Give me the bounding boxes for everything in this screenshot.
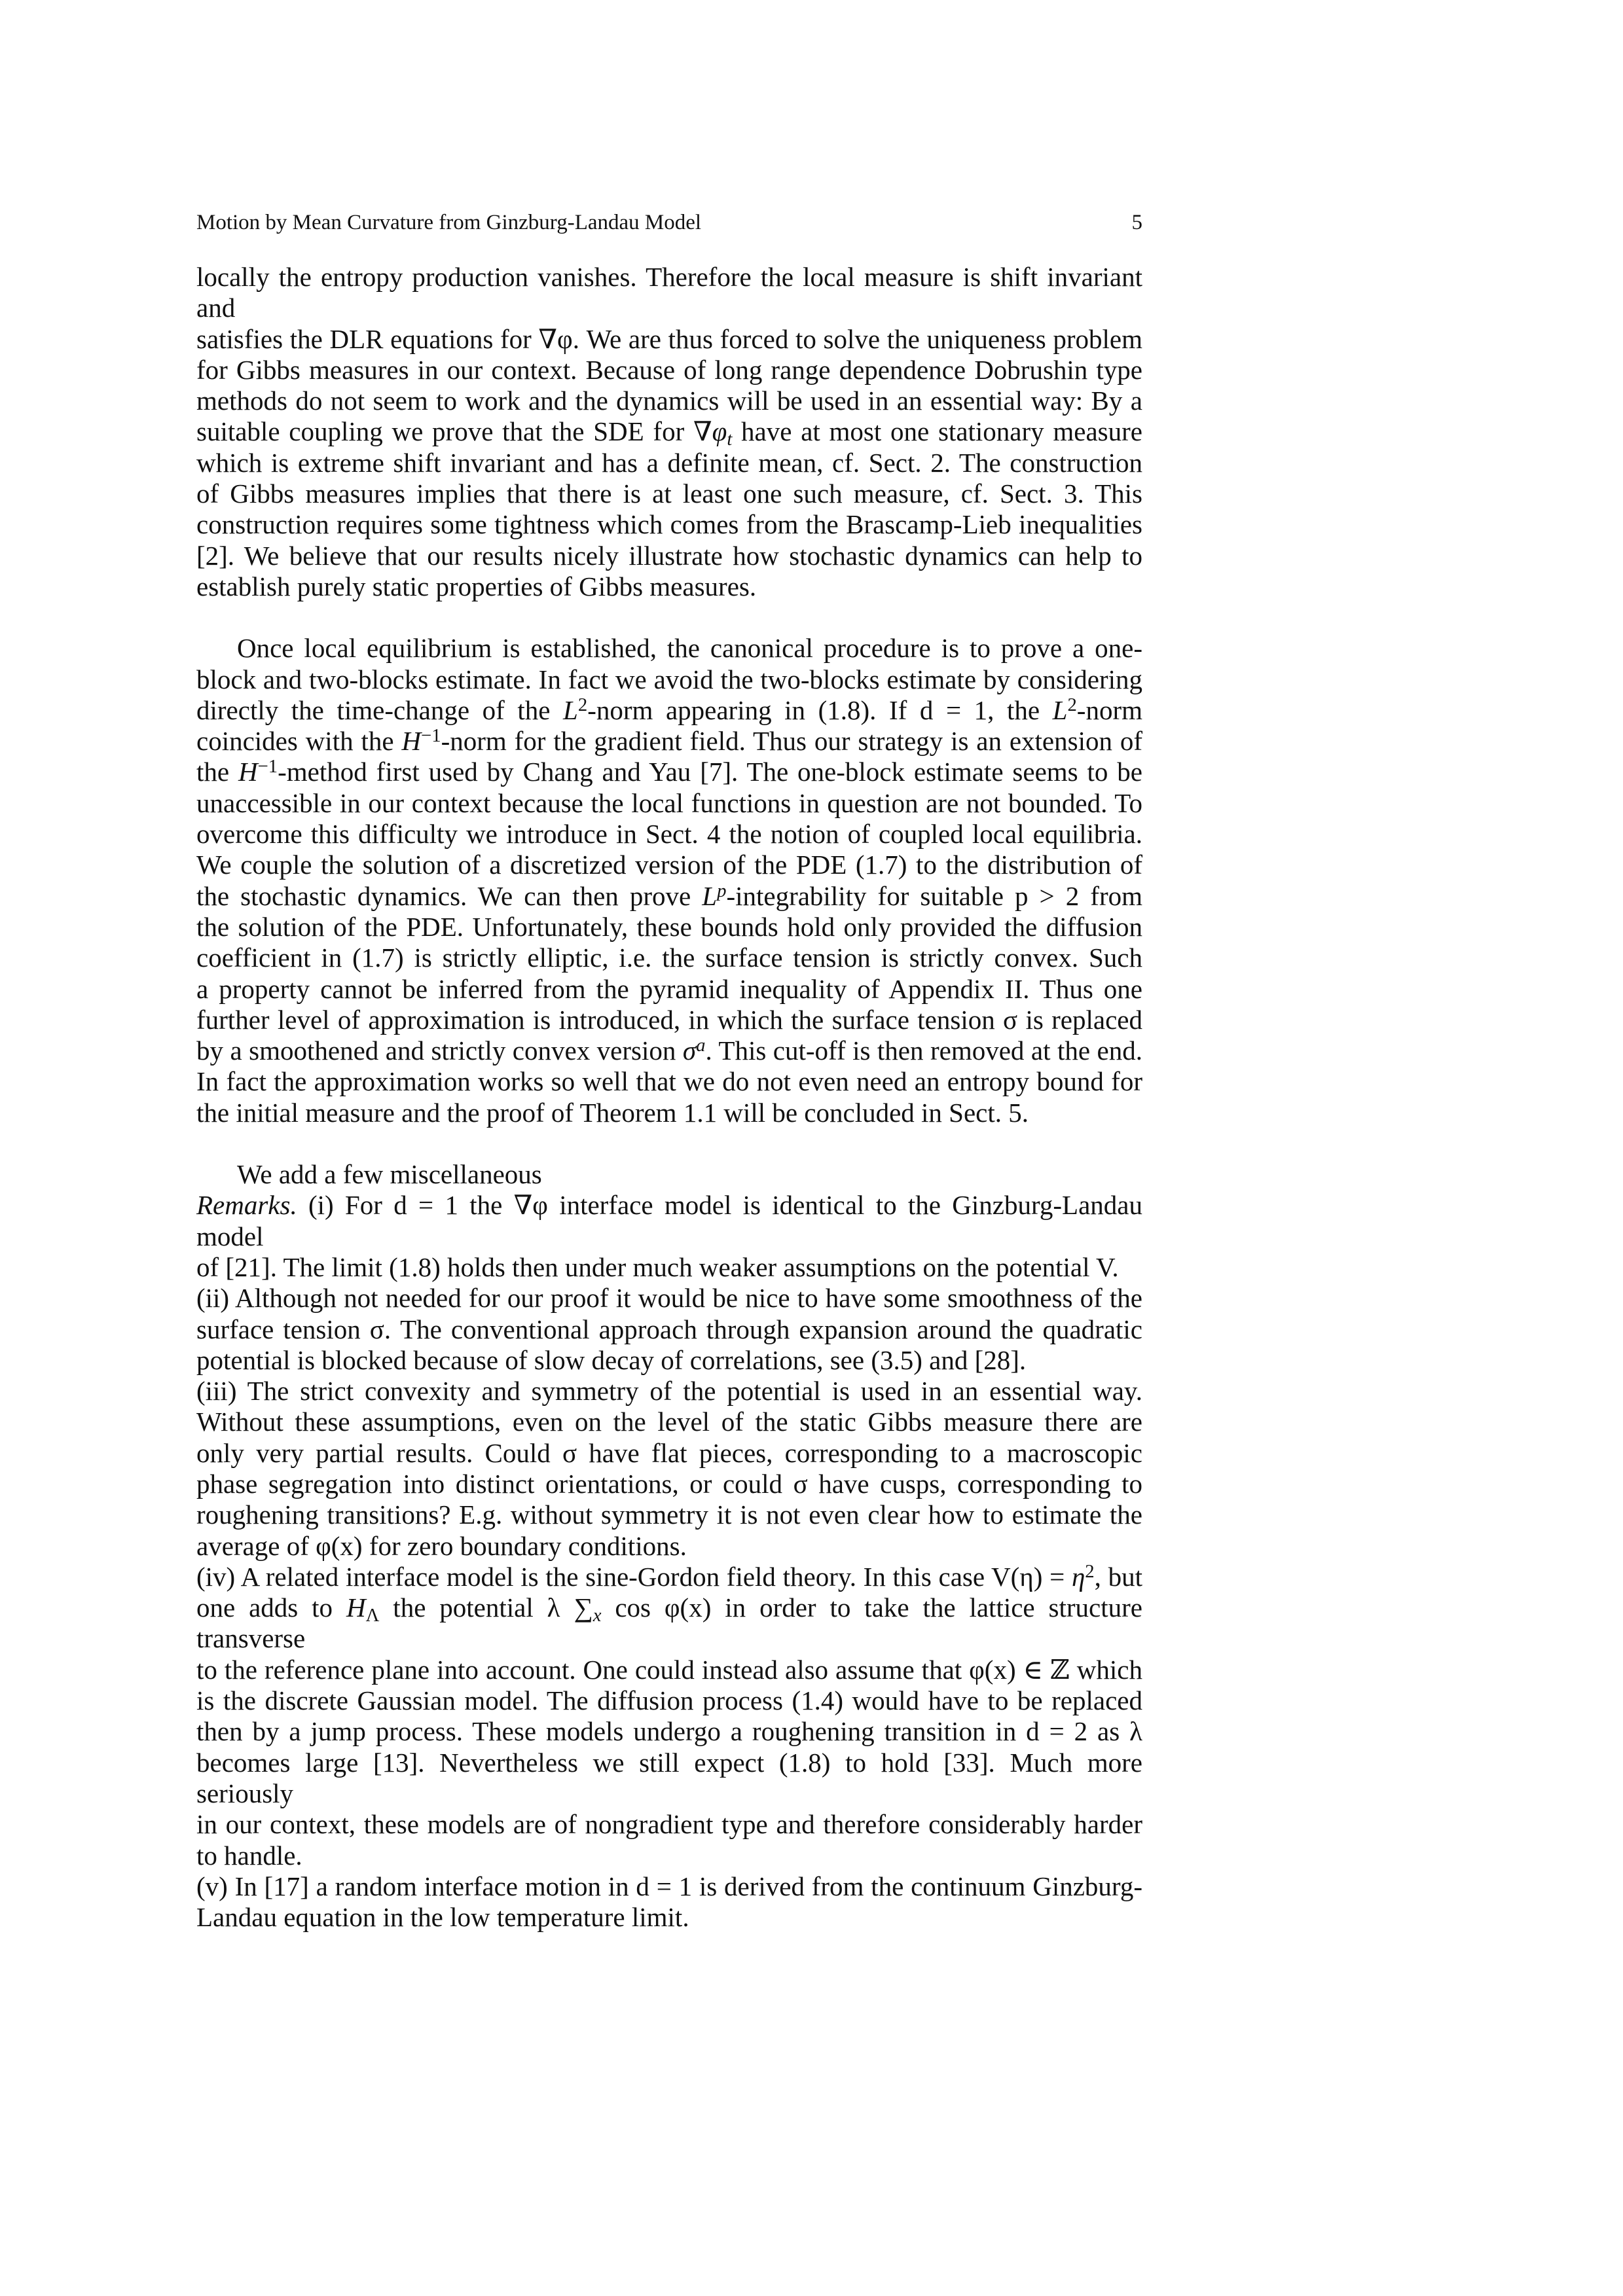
- running-title: Motion by Mean Curvature from Ginzburg-Landau Model: [196, 211, 702, 234]
- text-line: is the discrete Gaussian model. The diffusion process (1.4) would have to be replaced: [196, 1685, 1142, 1716]
- paragraph-gap: [196, 602, 1142, 633]
- text-line: then by a jump process. These models undergo a roughening transition in d = 2 as λ: [196, 1716, 1142, 1747]
- text-line: (v) In [17] a random interface motion in d = 1 is derived from the continuum Ginzburg-: [196, 1871, 1142, 1901]
- text-line: by a smoothened and strictly convex version $\sigma^a$. This cut-off is then removed at the end.: [196, 1035, 1142, 1066]
- text-line: roughening transitions? E.g. without symmetry it is not even clear how to estimate the: [196, 1499, 1142, 1530]
- paragraph-remarks: [196, 1159, 1142, 1933]
- text-line: Remarks. (i) For d = 1 the ∇φ interface model is identical to the Ginzburg-Landau model: [196, 1190, 1142, 1251]
- text-line: phase segregation into distinct orientations, or could σ have cusps, corresponding to: [196, 1468, 1142, 1499]
- text-line: overcome this difficulty we introduce in Sect. 4 the notion of coupled local equilibria.: [196, 819, 1142, 850]
- text-line: in our context, these models are of nongradient type and therefore considerably harder: [196, 1809, 1142, 1840]
- text-line: becomes large [13]. Nevertheless we still expect (1.8) to hold [33]. Much more seriously: [196, 1747, 1142, 1808]
- page-number: 5: [1131, 211, 1142, 234]
- text-line: unaccessible in our context because the local functions in question are not bounded. To: [196, 787, 1142, 818]
- text-line: average of φ(x) for zero boundary conditions.: [196, 1530, 687, 1561]
- paragraph-one-block-estimate: [196, 633, 1142, 1128]
- paragraph-local-equilibrium: [196, 262, 1142, 602]
- text-line: (ii) Although not needed for our proof it would be nice to have some smoothness of the: [196, 1283, 1142, 1314]
- text-line: Once local equilibrium is established, the canonical procedure is to prove a one-: [237, 633, 1142, 664]
- text-line: methods do not seem to work and the dynamics will be used in an essential way: By a: [196, 386, 1142, 416]
- text-line: the initial measure and the proof of Theorem 1.1 will be concluded in Sect. 5.: [196, 1097, 1029, 1128]
- text-line: potential is blocked because of slow decay of correlations, see (3.5) and [28].: [196, 1344, 1027, 1375]
- running-header: [196, 211, 1142, 238]
- text-line: the stochastic dynamics. We can then prove $L^p$-integrability for suitable p > 2 from: [196, 880, 1142, 911]
- text-line: We couple the solution of a discretized version of the PDE (1.7) to the distribution of: [196, 850, 1142, 880]
- text-line: (iv) A related interface model is the sine-Gordon field theory. In this case $V(\eta) = \eta^2$, but: [196, 1560, 1142, 1592]
- text-line: [2]. We believe that our results nicely illustrate how stochastic dynamics can help to: [196, 540, 1142, 571]
- text-line: Landau equation in the low temperature limit.: [196, 1902, 689, 1933]
- text-line: of [21]. The limit (1.8) holds then under much weaker assumptions on the potential V.: [196, 1251, 1119, 1282]
- text-line: of Gibbs measures implies that there is at least one such measure, cf. Sect. 3. This: [196, 478, 1142, 509]
- text-line: construction requires some tightness which comes from the Brascamp-Lieb inequalities: [196, 509, 1142, 540]
- text-line: one adds to $H_\Lambda$ the potential λ $\sum_x$ cos φ(x) in order to take the lattice structure transverse: [196, 1592, 1142, 1654]
- text-line: further level of approximation is introduced, in which the surface tension σ is replaced: [196, 1004, 1142, 1035]
- text-line: only very partial results. Could σ have flat pieces, corresponding to a macroscopic: [196, 1437, 1142, 1468]
- text-line: to handle.: [196, 1840, 302, 1871]
- body-text: [196, 262, 1142, 1933]
- text-line: coefficient in (1.7) is strictly elliptic, i.e. the surface tension is strictly convex. Such: [196, 942, 1142, 973]
- text-line: the $H^{-1}$-method first used by Chang and Yau [7]. The one-block estimate seems to be: [196, 756, 1143, 787]
- text-line: locally the entropy production vanishes. Therefore the local measure is shift invariant and: [196, 262, 1142, 323]
- text-line: to the reference plane into account. One could instead also assume that φ(x) ∈ ℤ which: [196, 1654, 1142, 1685]
- text-line: In fact the approximation works so well that we do not even need an entropy bound for: [196, 1066, 1142, 1097]
- text-line: the solution of the PDE. Unfortunately, these bounds hold only provided the diffusion: [196, 911, 1142, 942]
- text-line: coincides with the $H^{-1}$-norm for the gradient field. Thus our strategy is an extension of: [196, 725, 1143, 757]
- text-line: We add a few miscellaneous: [237, 1159, 542, 1190]
- paragraph-gap: [196, 1128, 1142, 1159]
- text-line: a property cannot be inferred from the pyramid inequality of Appendix II. Thus one: [196, 973, 1142, 1004]
- text-line: for Gibbs measures in our context. Because of long range dependence Dobrushin type: [196, 354, 1142, 385]
- text-line: directly the time-change of the $L^2$-norm appearing in (1.8). If d = 1, the $L^2$-norm: [196, 694, 1142, 725]
- text-line: establish purely static properties of Gibbs measures.: [196, 571, 757, 601]
- text-line: block and two-blocks estimate. In fact we avoid the two-blocks estimate by considering: [196, 664, 1142, 694]
- text-line: Without these assumptions, even on the level of the static Gibbs measure there are: [196, 1407, 1142, 1437]
- text-line: satisfies the DLR equations for ∇φ. We are thus forced to solve the uniqueness problem: [196, 323, 1142, 354]
- text-line: (iii) The strict convexity and symmetry of the potential is used in an essential way.: [196, 1376, 1142, 1407]
- text-line: surface tension σ. The conventional approach through expansion around the quadratic: [196, 1314, 1142, 1344]
- text-line: which is extreme shift invariant and has a definite mean, cf. Sect. 2. The construction: [196, 447, 1142, 478]
- text-line: suitable coupling we prove that the SDE for $\nabla\varphi_t$ have at most one stationary measure: [196, 416, 1142, 450]
